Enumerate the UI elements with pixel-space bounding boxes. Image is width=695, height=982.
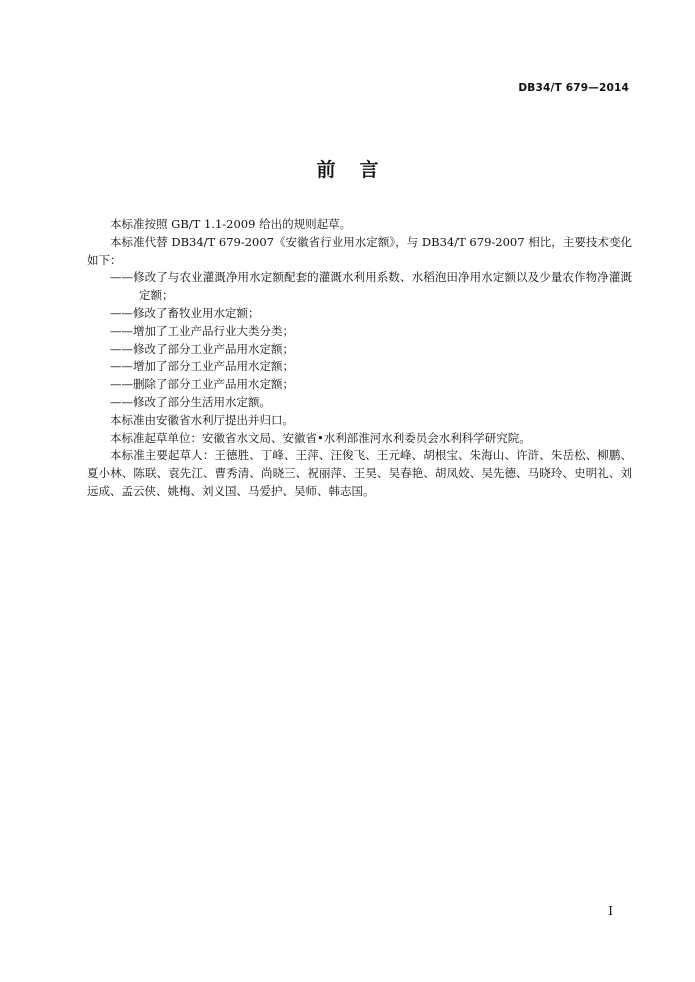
change-item: ——增加了工业产品行业大类分类； xyxy=(110,323,294,338)
change-item: ——修改了畜牧业用水定额； xyxy=(110,305,260,320)
change-item: ——删除了部分工业产品用水定额； xyxy=(110,377,294,392)
paragraph-drafting-rules: 本标准按照 GB/T 1.1-2009 给出的规则起草。 xyxy=(110,217,352,231)
change-item: ——修改了部分工业产品用水定额； xyxy=(110,341,294,356)
paragraph-proposer: 本标准由安徽省水利厅提出并归口。 xyxy=(110,412,294,427)
title-char-2: 言 xyxy=(359,159,379,181)
document-code: DB34/T 679—2014 xyxy=(518,82,629,94)
page-number: I xyxy=(608,904,613,918)
title-char-1: 前 xyxy=(316,159,336,181)
paragraph-drafting-units: 本标准起草单位：安徽省水文局、安徽省•水利部淮河水利委员会水利科学研究院。 xyxy=(110,430,531,445)
foreword-body xyxy=(87,216,632,501)
change-item: ——修改了部分生活用水定额。 xyxy=(110,394,271,409)
page-title xyxy=(0,155,695,182)
paragraph-replacement: 本标准代替 DB34/T 679-2007《安徽省行业用水定额》，与 DB34/T 679-2007 相比，主要技术变化如下： xyxy=(87,234,632,267)
change-item: ——修改了与农业灌溉净用水定额配套的灌溉水利用系数、水稻泡田净用水定额以及少量农作物净灌溉定额； xyxy=(110,270,632,303)
change-item: ——增加了部分工业产品用水定额； xyxy=(110,359,294,374)
paragraph-drafters: 本标准主要起草人：王德胜、丁峰、王萍、汪俊飞、王元峰、胡根宝、朱海山、许浒、朱岳松、柳鹏、夏小林、陈联、袁先江、曹秀清、尚晓三、祝丽萍、王昊、吴春艳、胡凤姣、吴先德、马晓玲、史明礼、刘远成、孟云侠、姚梅、刘义国、马爱护、吴师、韩志国。 xyxy=(87,448,632,498)
